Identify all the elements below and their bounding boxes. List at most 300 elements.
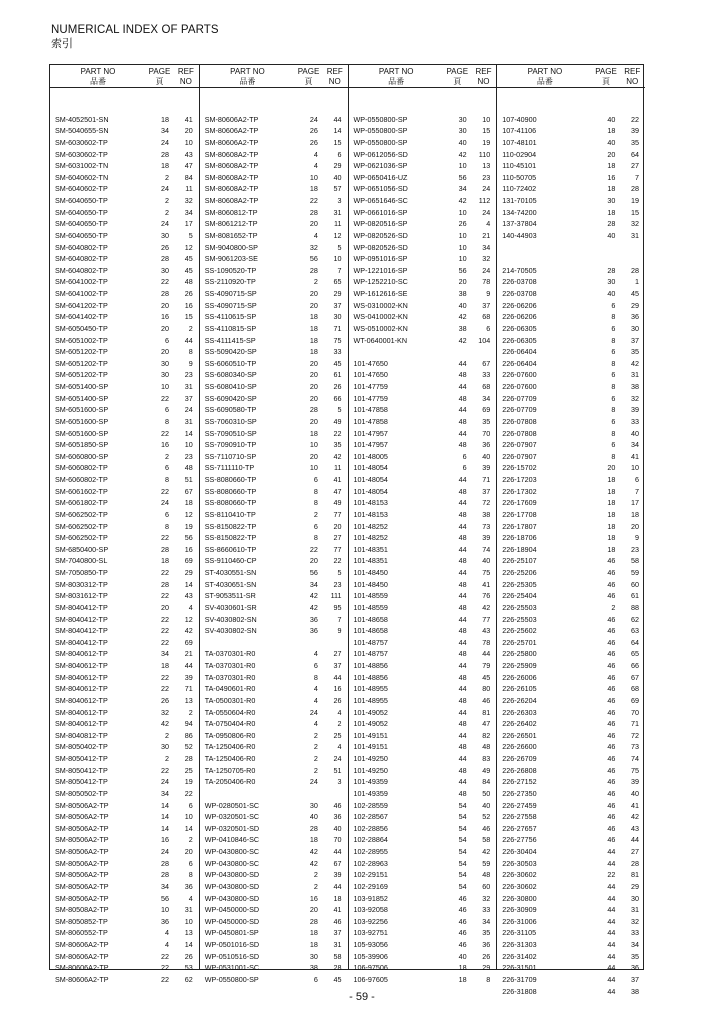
part-no-cell: SM-4052501-SN — [55, 114, 109, 124]
table-row — [50, 683, 199, 695]
ref-cell: 104 — [478, 335, 491, 345]
part-no-cell: 102-28955 — [353, 847, 388, 856]
ref-cell: 2 — [188, 707, 193, 717]
ref-cell: 67 — [333, 858, 342, 868]
part-no-cell: SM-6051202-TP — [55, 358, 108, 368]
ref-header-label: REF — [475, 67, 492, 76]
page-cell: 6 — [611, 370, 616, 380]
page-cell: 2 — [313, 870, 318, 880]
page-cell: 6 — [611, 323, 616, 333]
part-no-cell: SM-7040800-SL — [55, 556, 108, 566]
ref-cell: 29 — [631, 881, 639, 891]
page-cell: 22 — [161, 626, 169, 636]
part-no-cell: 226-07907 — [502, 440, 537, 450]
table-row — [497, 660, 645, 672]
page-cell: 30 — [458, 126, 467, 136]
table-row — [497, 672, 645, 684]
table-row — [50, 311, 199, 323]
table-row — [200, 428, 348, 440]
ref-cell: 58 — [333, 951, 342, 961]
part-no-cell: SM-80606A2-TP — [204, 126, 259, 136]
table-row — [349, 544, 497, 556]
page-cell: 8 — [313, 486, 318, 496]
ref-cell: 26 — [333, 695, 342, 705]
page-cell: 2 — [611, 602, 616, 612]
page-cell: 10 — [309, 172, 318, 182]
page-cell: 48 — [458, 393, 467, 403]
column-group-2 — [199, 65, 348, 984]
ref-cell: 18 — [184, 498, 193, 508]
ref-cell: 40 — [631, 788, 639, 798]
page-cell: 18 — [607, 161, 616, 171]
page-cell: 6 — [165, 509, 169, 519]
page-cell: 8 — [313, 672, 318, 682]
page-cell: 30 — [161, 358, 169, 368]
ref-cell: 14 — [184, 579, 193, 589]
page-cell: 34 — [161, 649, 169, 659]
page-cell: 20 — [607, 149, 616, 159]
ref-cell: 32 — [631, 393, 639, 403]
table-row — [200, 881, 348, 893]
page-cell: 20 — [309, 382, 318, 391]
part-no-cell: SM-80506A2-TP — [55, 812, 109, 822]
page-cell: 6 — [611, 300, 616, 310]
part-no-cell: SS-7110710-SP — [204, 451, 257, 461]
part-no-cell: 226-25602 — [502, 626, 537, 636]
ref-cell: 31 — [184, 905, 193, 915]
part-no-cell: WP-0621036-SP — [353, 161, 408, 171]
page-cell: 20 — [309, 416, 318, 426]
ref-cell: 53 — [184, 963, 193, 973]
ref-cell: 32 — [482, 254, 491, 264]
part-no-cell: SM-80606A2-TP — [204, 114, 259, 124]
ref-cell: 37 — [333, 928, 342, 938]
column-header — [497, 65, 645, 88]
page-cell: 30 — [161, 742, 169, 752]
page-cell: 18 — [309, 335, 318, 345]
table-row — [200, 893, 348, 905]
table-row — [200, 183, 348, 195]
part-no-cell: 101-47650 — [353, 358, 388, 368]
ref-cell: 37 — [631, 974, 639, 984]
page-header — [593, 65, 620, 87]
ref-cell: 50 — [482, 788, 491, 798]
ref-cell: 35 — [482, 928, 491, 938]
page-cell: 10 — [309, 440, 318, 450]
table-row — [349, 335, 497, 347]
ref-cell: 44 — [333, 114, 342, 124]
page-cell: 38 — [458, 289, 467, 298]
page-cell: 18 — [607, 184, 616, 194]
table-row — [200, 567, 348, 579]
part-no-cell: TA-0500301-R0 — [204, 695, 256, 705]
page-cell: 24 — [161, 847, 169, 856]
table-row — [200, 974, 348, 986]
table-row — [50, 160, 199, 172]
parts-index-table — [49, 64, 644, 996]
page-cell: 4 — [313, 149, 318, 159]
ref-cell: 13 — [184, 695, 193, 705]
ref-cell: 19 — [184, 521, 193, 531]
table-row — [497, 369, 645, 381]
ref-cell: 43 — [184, 591, 193, 601]
ref-header-label: REF — [177, 67, 194, 76]
table-row — [349, 590, 497, 602]
part-no-cell: SM-8030312-TP — [55, 579, 108, 589]
page-cell: 28 — [161, 149, 169, 159]
part-no-cell: SM-80608A2-TP — [204, 161, 259, 171]
table-row — [200, 242, 348, 254]
page-cell: 6 — [462, 451, 467, 461]
page-cell: 54 — [458, 858, 467, 868]
ref-cell: 88 — [631, 602, 639, 612]
table-row — [497, 858, 645, 870]
ref-cell: 6 — [337, 149, 342, 159]
ref-cell: 39 — [482, 533, 491, 543]
table-row — [200, 114, 348, 126]
part-no-cell: SS-5090420-SP — [204, 347, 257, 357]
page-cell: 22 — [309, 544, 318, 554]
part-no-cell: 101-48658 — [353, 626, 388, 636]
page-cell: 56 — [309, 254, 318, 264]
ref-cell: 34 — [631, 440, 639, 450]
part-no-cell: SM-6062502-TP — [55, 533, 108, 543]
part-no-cell: ST-4030551-SN — [204, 568, 257, 577]
ref-cell: 27 — [631, 161, 639, 171]
table-row — [200, 346, 348, 358]
part-no-cell: SM-8050412-TP — [55, 765, 108, 775]
part-no-cell: 226-17609 — [502, 498, 537, 508]
ref-cell: 56 — [184, 533, 193, 543]
ref-cell: 42 — [631, 358, 639, 368]
page-header-label-jp: 頁 — [155, 76, 164, 86]
page-cell: 46 — [607, 730, 616, 740]
ref-cell: 69 — [184, 556, 193, 566]
ref-cell: 95 — [333, 602, 342, 612]
part-no-cell: SM-8050502-TP — [55, 788, 108, 798]
table-row — [50, 567, 199, 579]
part-no-cell: 101-48351 — [353, 544, 388, 554]
ref-cell: 31 — [631, 370, 639, 380]
table-row — [50, 346, 199, 358]
ref-cell: 63 — [631, 626, 639, 636]
part-no-cell: 226-31808 — [502, 986, 537, 996]
ref-cell: 46 — [333, 916, 342, 926]
page-header — [295, 65, 322, 87]
table-row — [200, 741, 348, 753]
part-no-cell: TA-1250705-R0 — [204, 765, 256, 775]
part-no-cell — [200, 102, 295, 114]
part-no-cell: 226-26204 — [502, 695, 537, 705]
part-no-cell: 226-25404 — [502, 591, 537, 601]
ref-cell: 20 — [184, 126, 193, 136]
table-row — [497, 648, 645, 660]
ref-cell: 33 — [631, 928, 639, 938]
table-row — [50, 869, 199, 881]
table-row — [349, 149, 497, 161]
table-row — [497, 834, 645, 846]
part-no-cell: 226-26303 — [502, 707, 537, 717]
ref-cell: 72 — [631, 730, 639, 740]
ref-cell: 37 — [482, 300, 491, 310]
table-row — [50, 230, 199, 242]
column-header — [200, 65, 348, 88]
ref-cell: 45 — [333, 358, 342, 368]
page-cell: 36 — [309, 614, 318, 624]
ref-cell: 5 — [337, 242, 342, 252]
page-cell: 20 — [161, 347, 169, 357]
table-row — [349, 242, 497, 254]
part-no-cell: SM-6051600-SP — [55, 416, 109, 426]
part-no-cell: SM-8031612-TP — [55, 591, 108, 601]
part-no-cell: WT-0640001-KN — [353, 335, 408, 345]
ref-cell: 6 — [486, 323, 491, 333]
table-row — [349, 462, 497, 474]
table-row — [497, 172, 645, 184]
part-no-cell: SM-80608A2-TP — [204, 149, 259, 159]
part-no-cell: 101-49052 — [353, 719, 388, 729]
page-cell: 46 — [607, 556, 616, 566]
page-cell: 26 — [309, 126, 318, 136]
ref-cell: 26 — [184, 289, 193, 298]
ref-cell: 43 — [184, 149, 193, 159]
ref-cell: 33 — [482, 370, 491, 380]
part-no-cell: SM-6061602-TP — [55, 486, 108, 496]
page-cell: 6 — [165, 405, 169, 415]
page-cell: 4 — [313, 695, 318, 705]
page-cell: 28 — [309, 823, 318, 833]
table-row — [200, 962, 348, 974]
table-row — [349, 207, 497, 219]
ref-cell: 22 — [631, 114, 639, 124]
table-row — [349, 195, 497, 207]
ref-cell: 44 — [333, 672, 342, 682]
table-row — [50, 718, 199, 730]
page-cell: 48 — [458, 672, 467, 682]
page-cell: 46 — [458, 940, 467, 949]
ref-cell: 39 — [184, 672, 193, 682]
part-no-cell: WP-0430800-SC — [204, 858, 260, 868]
table-row — [349, 230, 497, 242]
page-cell: 46 — [458, 916, 467, 926]
table-row — [50, 590, 199, 602]
page-cell: 22 — [161, 951, 169, 961]
table-row — [349, 951, 497, 963]
table-row — [497, 579, 645, 591]
page-cell: 18 — [309, 940, 318, 949]
ref-cell: 49 — [333, 498, 342, 508]
table-row — [200, 230, 348, 242]
ref-cell: 24 — [482, 184, 491, 194]
ref-cell: 26 — [482, 951, 491, 961]
page-cell: 4 — [165, 940, 169, 949]
page-cell: 44 — [458, 730, 467, 740]
table-row — [349, 358, 497, 370]
ref-header-label-jp: NO — [626, 76, 639, 86]
table-row — [349, 439, 497, 451]
page-cell: 16 — [161, 835, 169, 845]
ref-cell: 1 — [635, 277, 639, 287]
table-row — [497, 486, 645, 498]
part-no-cell: WP-0450000-SD — [204, 916, 260, 926]
table-row — [50, 497, 199, 509]
table-row — [349, 765, 497, 777]
ref-cell: 43 — [482, 626, 491, 636]
part-no-cell: TA-2050406-R0 — [204, 777, 256, 787]
page-cell: 46 — [607, 637, 616, 647]
ref-cell: 14 — [184, 428, 193, 438]
part-no-cell: WP-0430800-SD — [204, 893, 260, 903]
page-cell: 22 — [161, 428, 169, 438]
ref-cell: 8 — [188, 870, 193, 880]
table-row — [497, 346, 645, 358]
part-no-cell: 226-06404 — [502, 347, 537, 357]
part-no-cell: 226-30602 — [502, 870, 537, 880]
ref-cell: 41 — [631, 800, 639, 810]
ref-cell: 16 — [184, 300, 193, 310]
table-row — [497, 521, 645, 533]
ref-cell: 9 — [337, 626, 342, 636]
page-cell: 48 — [458, 695, 467, 705]
table-row — [50, 276, 199, 288]
page-cell: 26 — [309, 137, 318, 147]
ref-cell: 24 — [482, 265, 491, 275]
ref-cell: 14 — [333, 126, 342, 136]
page-cell: 42 — [458, 312, 467, 322]
table-row — [349, 486, 497, 498]
ref-cell: 39 — [482, 463, 491, 473]
part-no-cell: 226-25800 — [502, 649, 537, 659]
ref-cell: 31 — [184, 416, 193, 426]
page-number: - 59 - — [349, 991, 375, 1003]
ref-cell — [322, 788, 348, 800]
ref-cell: 42 — [333, 451, 342, 461]
page-cell: 46 — [607, 661, 616, 670]
page-cell: 28 — [161, 544, 169, 554]
part-no-cell: WP-0550800-SP — [353, 126, 408, 136]
part-no-cell: 226-27756 — [502, 835, 537, 845]
ref-cell — [619, 253, 645, 265]
part-no-cell: SM-6041002-TP — [55, 277, 108, 287]
table-row — [349, 974, 497, 986]
part-no-cell: SM-9061203-SE — [204, 254, 258, 264]
ref-cell: 25 — [184, 765, 193, 775]
page-cell: 34 — [161, 788, 169, 798]
part-no-cell: SM-80506A2-TP — [55, 823, 109, 833]
part-no-cell: 101-48955 — [353, 684, 388, 694]
page-cell: 34 — [309, 579, 318, 589]
part-no-cell: SM-6030602-TP — [55, 149, 108, 159]
part-no-cell: 101-48559 — [353, 602, 388, 612]
page-cell: 20 — [458, 277, 467, 287]
table-row — [50, 125, 199, 137]
part-no-cell: SM-8040612-TP — [55, 719, 108, 729]
part-no-cell: 226-26600 — [502, 742, 537, 752]
part-no-cell: WP-0320501-SC — [204, 812, 260, 822]
part-no-cell: WP-0280501-SC — [204, 800, 260, 810]
part-no-cell: SM-8060812-TP — [204, 207, 258, 217]
page-cell: 46 — [607, 626, 616, 636]
table-row — [50, 707, 199, 719]
table-row — [349, 393, 497, 405]
table-row — [50, 358, 199, 370]
page-cell: 2 — [165, 207, 169, 217]
part-no-cell: SM-8050412-TP — [55, 754, 108, 763]
page-cell: 48 — [458, 719, 467, 729]
table-row — [349, 474, 497, 486]
part-no-cell: SM-8040412-TP — [55, 614, 108, 624]
table-row — [497, 381, 645, 393]
page-cell: 18 — [161, 161, 169, 171]
table-row — [200, 602, 348, 614]
table-row — [497, 765, 645, 777]
ref-cell: 27 — [631, 847, 639, 856]
part-no-cell: 140-44903 — [502, 230, 537, 240]
page-header — [444, 65, 471, 87]
page-cell: 22 — [161, 393, 169, 403]
ref-cell: 44 — [333, 847, 342, 856]
page-cell: 44 — [458, 358, 467, 368]
ref-cell: 6 — [188, 858, 193, 868]
table-row — [200, 358, 348, 370]
part-no-cell — [200, 788, 295, 800]
ref-cell: 10 — [184, 440, 193, 450]
page-cell: 32 — [161, 707, 169, 717]
table-row — [497, 904, 645, 916]
page-cell: 48 — [458, 509, 467, 519]
table-row — [50, 149, 199, 161]
part-no-cell: 107-41106 — [502, 126, 537, 136]
part-no-cell: SM-8040612-TP — [55, 695, 108, 705]
part-no-cell: SM-80608A2-TP — [204, 184, 259, 194]
table-row — [200, 916, 348, 928]
table-row — [349, 265, 497, 277]
table-row — [497, 544, 645, 556]
part-no-cell: 214-70505 — [502, 265, 537, 275]
ref-cell: 20 — [184, 847, 193, 856]
table-row — [200, 637, 348, 649]
page-cell: 6 — [611, 347, 616, 357]
ref-cell: 112 — [478, 196, 491, 205]
ref-cell: 44 — [184, 661, 193, 670]
ref-cell: 23 — [184, 451, 193, 461]
part-no-cell: 101-48252 — [353, 533, 388, 543]
ref-cell: 70 — [631, 707, 639, 717]
table-row — [349, 509, 497, 521]
page-cell: 42 — [309, 602, 318, 612]
ref-cell: 60 — [482, 881, 491, 891]
page-cell: 32 — [309, 242, 318, 252]
page-cell: 44 — [458, 707, 467, 717]
table-row — [349, 323, 497, 335]
page-cell: 10 — [309, 463, 318, 473]
ref-cell: 29 — [184, 568, 193, 577]
page-cell: 40 — [607, 137, 616, 147]
part-no-cell: SM-6060800-SP — [55, 451, 109, 461]
page-cell: 20 — [607, 463, 616, 473]
page-cell: 42 — [458, 149, 467, 159]
part-no-header-label-jp: 品番 — [388, 76, 405, 86]
table-row — [497, 300, 645, 312]
part-no-cell: SM-8040812-TP — [55, 730, 108, 740]
ref-cell: 77 — [333, 544, 342, 554]
ref-cell: 30 — [631, 893, 639, 903]
table-row — [200, 137, 348, 149]
ref-cell: 65 — [631, 649, 639, 659]
table-row — [497, 532, 645, 544]
page-cell: 10 — [161, 905, 169, 915]
ref-cell: 15 — [631, 207, 639, 217]
